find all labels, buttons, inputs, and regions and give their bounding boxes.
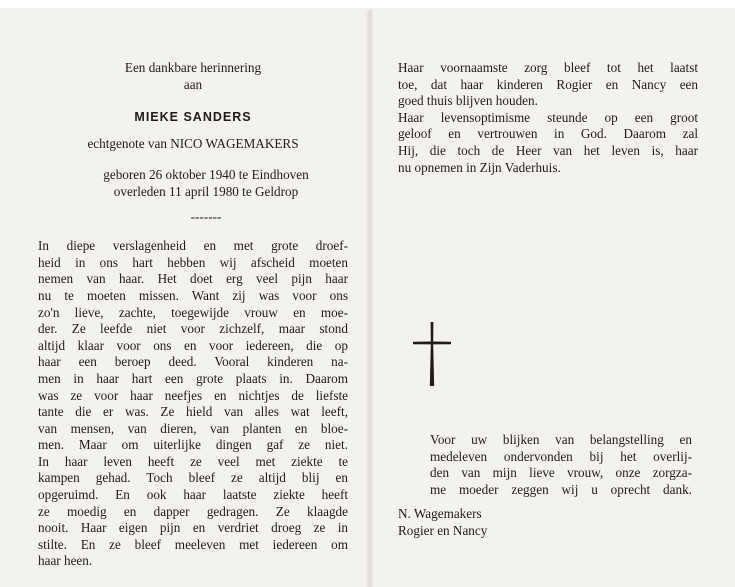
spouse-line: echtgenote van NICO WAGEMAKERS: [87, 135, 299, 151]
left-body-line: opgeruimd. En ook haar laatste ziekte heeft: [38, 487, 348, 503]
card-top-edge: [0, 0, 735, 8]
signature-line: N. Wagemakers: [398, 506, 482, 521]
left-body-line: haar heen.: [38, 553, 93, 569]
left-body-line: In diepe verslagenheid en met grote droef-: [38, 238, 348, 254]
left-body-line: heid in ons hart hebben wij afscheid moeten: [38, 254, 348, 270]
left-page: [38, 60, 348, 570]
signature: [398, 506, 487, 539]
left-body-line: tante die er was. Ze hield van alles wat leeft,: [38, 404, 348, 420]
card-fold: [365, 10, 373, 587]
closing-line: Voor uw blijken van belangstelling en: [430, 432, 692, 447]
left-body-line: stilte. En ze bleef meeleven met iedereen om: [38, 536, 348, 552]
left-body-line: der. Ze leefde niet voor zichzelf, maar stond: [38, 321, 348, 337]
left-body-line: altijd klaar voor ons en voor iedereen, die op: [38, 337, 348, 353]
left-body-line: was ze voor haar neefjes en nichtjes de liefste: [38, 387, 348, 403]
signature-line: Rogier en Nancy: [398, 522, 488, 538]
right-body-line: Hij, die toch de Heer van het leven is, haar: [398, 142, 698, 158]
closing-line: medeleven ondervonden bij het overlij-: [430, 448, 692, 464]
left-body-line: zo'n lieve, zachte, toegewijde vrouw en moe-: [38, 304, 348, 320]
right-body-line: goed thuis blijven houden.: [398, 93, 538, 109]
death-line: overleden 11 april 1980 te Geldrop: [113, 183, 299, 199]
left-body-line: nemen van haar. Het doet erg veel pijn haar: [38, 271, 348, 287]
right-body-line: Haar voornaamste zorg bleef tot het laatst: [398, 60, 698, 75]
left-body-line: men in haar hart een grote plaats in. Daarom: [38, 370, 348, 386]
right-body-line: Haar levensoptimisme steunde op een groot: [398, 109, 698, 125]
deceased-name: MIEKE SANDERS: [134, 110, 252, 125]
left-body: [38, 238, 348, 570]
right-page: [398, 60, 698, 176]
right-body-line: geloof en vertrouwen in God. Daarom zal: [398, 126, 698, 142]
left-body-line: nooit. Haar eigen pijn en verdriet droeg ze in: [38, 520, 348, 536]
left-body-line: nu te moeten missen. Want zij was voor ons: [38, 287, 348, 303]
left-body-line: kampen gehad. Toch bleef ze altijd blij en: [38, 470, 348, 486]
closing-line: den van mijn lieve vrouw, onze zorgza-: [430, 465, 692, 481]
right-body-line: nu opnemen in Zijn Vaderhuis.: [398, 159, 561, 175]
right-body-line: toe, dat haar kinderen Rogier en Nancy een: [398, 76, 698, 92]
closing-message: [430, 432, 692, 498]
left-body-line: van mensen, van dieren, van planten en bloe-: [38, 420, 348, 436]
cross-icon: [411, 320, 453, 388]
closing-line: me moeder zeggen wij u oprecht dank.: [430, 481, 692, 497]
intro-text: Een dankbare herinnering: [124, 60, 262, 75]
intro-aan: aan: [183, 76, 203, 92]
left-body-line: In haar leven heeft ze veel met ziekte te: [38, 453, 348, 469]
birth-line: geboren 26 oktober 1940 te Eindhoven: [103, 167, 309, 183]
separator: -------: [190, 208, 222, 224]
left-body-line: ze moedig en dapper gedragen. Ze klaagde: [38, 503, 348, 519]
left-body-line: men. Maar om uiterlijke dingen gaf ze niet.: [38, 437, 348, 453]
left-body-line: haar een beroep deed. Vooral kinderen na-: [38, 354, 348, 370]
